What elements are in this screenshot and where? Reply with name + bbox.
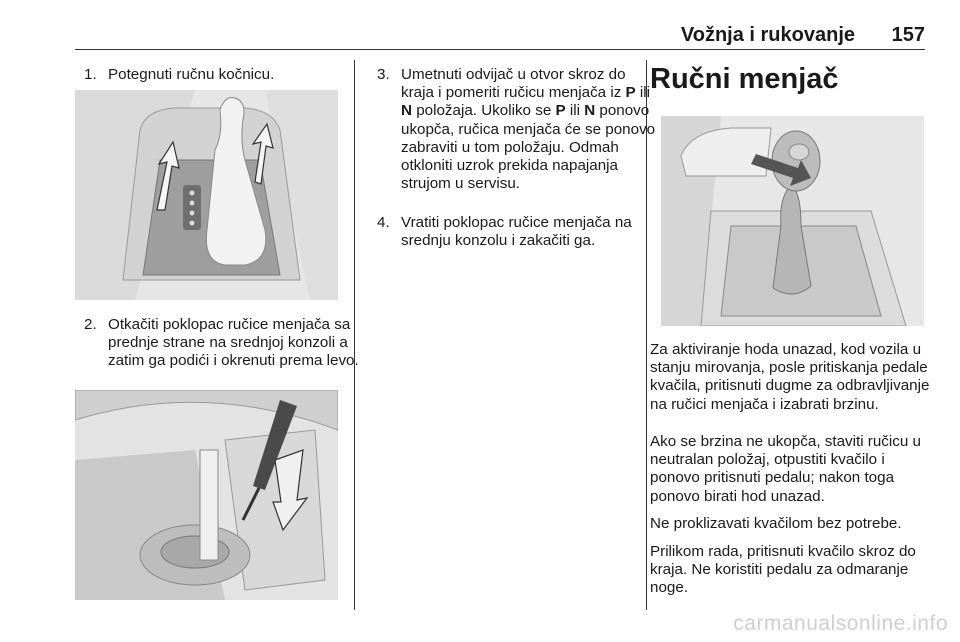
step-2-text: Otkačiti poklopac ručice menjača sa prednje strane na srednjoj konzoli a zatim ga podići i okrenuti prema levo. (108, 316, 359, 370)
step-3 (377, 66, 661, 193)
step-1-text: Potegnuti ručnu kočnicu. (108, 66, 275, 83)
paragraph-2: Ako se brzina ne ukopča, staviti ručicu u neutralan položaj, otpustiti kvačilo i ponovo pritisnuti pedalu; nakon toga ponovo birati hod unazad. (650, 433, 921, 505)
automatic-shifter-illustration (75, 90, 338, 300)
step-3-text-a: Umetnuti odvijač u otvor skroz do kraja i pomeriti ručicu menjača iz (401, 66, 626, 102)
step-4-text: Vratiti poklopac ručice menjača na srednju konzolu i zakačiti ga. (401, 214, 632, 250)
manual-shifter-illustration (661, 116, 924, 326)
step-3-text-d: ili (565, 102, 585, 120)
section-title: Ručni menjač (650, 63, 839, 95)
page-header (75, 14, 925, 50)
step-3-number: 3. (377, 66, 390, 83)
step-3-text-b: ili (635, 84, 650, 102)
step-1-number: 1. (84, 66, 97, 83)
paragraph-3: Ne proklizavati kvačilom bez potrebe. (650, 515, 902, 532)
gear-n-label-2: N (584, 102, 596, 120)
page-number: 157 (891, 24, 925, 46)
step-4 (377, 214, 661, 250)
step-2-number: 2. (84, 316, 97, 333)
paragraph-4: Prilikom rada, pritisnuti kvačilo skroz do kraja. Ne koristiti pedalu za odmaranje noge. (650, 543, 916, 597)
header-rule (75, 49, 925, 50)
screwdriver-drawing (75, 390, 338, 600)
screwdriver-illustration (75, 390, 338, 600)
manual-shifter-drawing (661, 116, 924, 326)
step-1 (84, 66, 368, 84)
watermark: carmanualsonline.info (733, 612, 948, 635)
automatic-shifter-drawing (75, 90, 338, 300)
chapter-title: Vožnja i rukovanje (680, 24, 855, 46)
paragraph-1: Za aktiviranje hoda unazad, kod vozila u stanju mirovanja, posle pritiskanja pedale kvačila, pritisnuti dugme za odbravljivanje na ručici menjača i izabrati brzinu. (650, 341, 930, 413)
gear-p-label: P (625, 84, 636, 102)
step-4-number: 4. (377, 214, 390, 231)
gear-p-label-2: P (555, 102, 566, 120)
step-3-text-e: ponovo ukopča, ručica menjača će se ponovo zabraviti u tom položaju. Odmah otkloniti uzrok prekida napajanja strujom u servisu. (401, 102, 656, 193)
step-2 (84, 316, 373, 371)
gear-n-label: N (401, 102, 412, 120)
step-3-text-c: položaja. Ukoliko se (411, 102, 556, 120)
